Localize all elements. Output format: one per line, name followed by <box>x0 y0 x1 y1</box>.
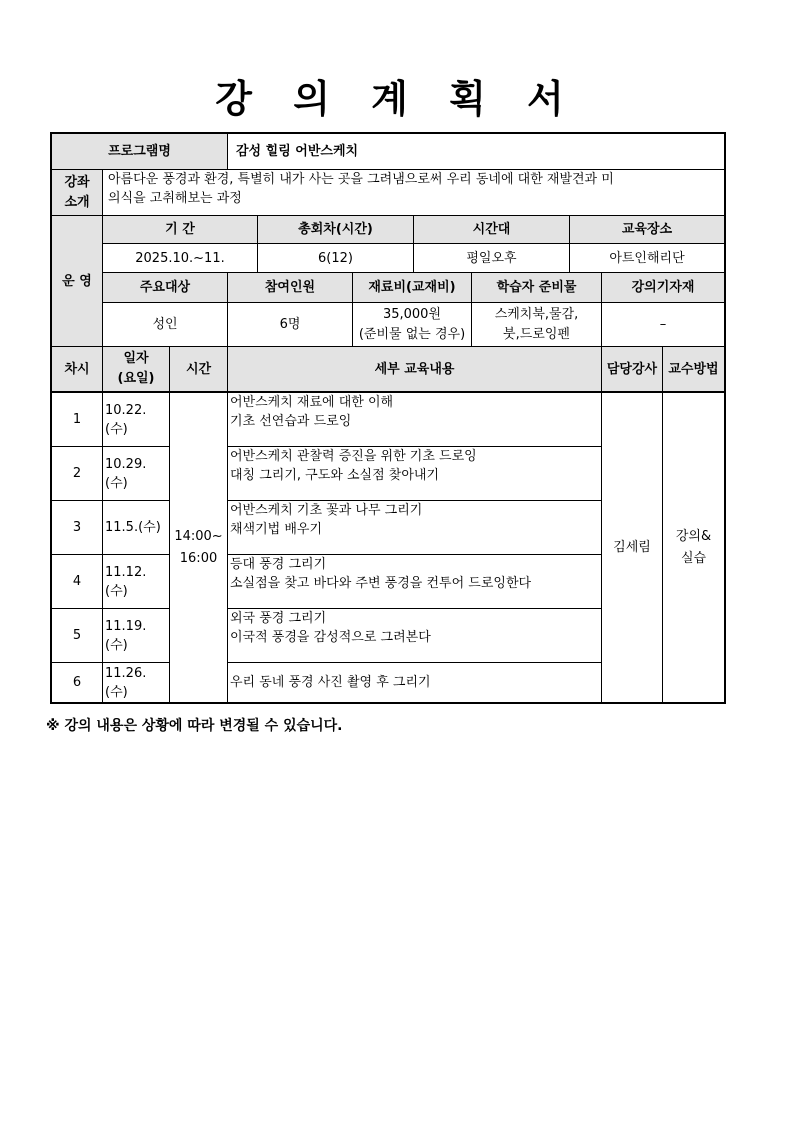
footnote: ※ 강의 내용은 상황에 따라 변경될 수 있습니다. <box>46 718 343 734</box>
session-header: 차시 <box>52 347 103 393</box>
content-line1: 어반스케치 재료에 대한 이해 <box>230 395 394 410</box>
content-line1: 어반스케치 기초 꽃과 나무 그리기 <box>230 503 423 518</box>
time-slot-header: 시간대 <box>414 216 570 244</box>
operation-label: 운 영 <box>52 216 103 347</box>
date-header-line1: 일자 <box>123 351 149 366</box>
session-number: 6 <box>52 663 103 702</box>
supplies-value <box>472 303 602 347</box>
time-header: 시간 <box>170 347 228 393</box>
intro-text-line2: 의식을 고취해보는 과정 <box>108 191 242 206</box>
material-fee-value <box>353 303 472 347</box>
content-line1: 등대 풍경 그리기 <box>230 557 327 572</box>
content-line1: 어반스케치 관찰력 증진을 위한 기초 드로잉 <box>230 449 477 464</box>
session-date: 11.19.(수) <box>103 609 170 663</box>
instructor-name: 김세림 <box>602 393 663 702</box>
session-date: 10.22.(수) <box>103 393 170 447</box>
session-number: 3 <box>52 501 103 555</box>
target-header: 주요대상 <box>103 273 228 303</box>
content-line2: 소실점을 찾고 바다와 주변 풍경을 컨투어 드로잉한다 <box>230 576 532 591</box>
intro-label-line2: 소개 <box>64 194 90 210</box>
session-number: 4 <box>52 555 103 609</box>
content-line2: 채색기법 배우기 <box>230 522 323 537</box>
material-fee-header: 재료비(교재비) <box>353 273 472 303</box>
time-line1: 14:00~ <box>174 528 223 544</box>
content-line2: 대칭 그리기, 구도와 소실점 찾아내기 <box>230 468 440 483</box>
instructor-header: 담당강사 <box>602 347 663 393</box>
session-date: 11.12.(수) <box>103 555 170 609</box>
session-content <box>228 555 602 609</box>
target-value: 성인 <box>103 303 228 347</box>
supplies-line2: 붓,드로잉펜 <box>503 326 570 342</box>
intro-label-line1: 강좌 <box>64 174 90 190</box>
venue-header: 교육장소 <box>570 216 724 244</box>
method-line2: 실습 <box>680 550 707 566</box>
date-header-line2: (요일) <box>117 371 155 386</box>
document-title: 강 의 계 획 서 <box>215 77 578 121</box>
equipment-header: 강의기자재 <box>602 273 724 303</box>
session-content <box>228 609 602 663</box>
program-label: 프로그램명 <box>52 134 228 170</box>
teaching-method <box>663 393 724 702</box>
intro-text <box>103 170 724 216</box>
session-number: 1 <box>52 393 103 447</box>
participants-header: 참여인원 <box>228 273 353 303</box>
session-date: 11.5.(수) <box>103 501 170 555</box>
session-number: 2 <box>52 447 103 501</box>
date-header <box>103 347 170 393</box>
method-header: 교수방법 <box>663 347 724 393</box>
session-date: 11.26.(수) <box>103 663 170 702</box>
lecture-plan-table <box>50 132 726 704</box>
venue-value: 아트인해리단 <box>570 244 724 273</box>
content-line2: 이국적 풍경을 감성적으로 그려본다 <box>230 630 431 645</box>
session-time <box>170 393 228 702</box>
time-line2: 16:00 <box>179 550 218 566</box>
program-name: 감성 힐링 어반스케치 <box>228 134 724 170</box>
supplies-header: 학습자 준비물 <box>472 273 602 303</box>
time-slot-value: 평일오후 <box>414 244 570 273</box>
period-header: 기 간 <box>103 216 258 244</box>
session-number: 5 <box>52 609 103 663</box>
period-value: 2025.10.~11. <box>103 244 258 273</box>
material-fee-line1: 35,000원 <box>382 306 442 322</box>
session-content <box>228 393 602 447</box>
session-content <box>228 447 602 501</box>
intro-text-line1: 아름다운 풍경과 환경, 특별히 내가 사는 곳을 그려냄으로써 우리 동네에 대한 재발견과 미 <box>108 172 614 187</box>
method-line1: 강의& <box>675 528 712 544</box>
session-content <box>228 501 602 555</box>
total-sessions-value: 6(12) <box>258 244 414 273</box>
total-sessions-header: 총회차(시간) <box>258 216 414 244</box>
session-content: 우리 동네 풍경 사진 촬영 후 그리기 <box>228 663 602 702</box>
content-line1: 외국 풍경 그리기 <box>230 611 327 626</box>
intro-label <box>52 170 103 216</box>
equipment-value: – <box>602 303 724 347</box>
content-line2: 기초 선연습과 드로잉 <box>230 414 352 429</box>
content-header: 세부 교육내용 <box>228 347 602 393</box>
session-date: 10.29.(수) <box>103 447 170 501</box>
participants-value: 6명 <box>228 303 353 347</box>
material-fee-line2: (준비물 없는 경우) <box>358 326 466 342</box>
supplies-line1: 스케치북,물감, <box>494 306 579 322</box>
